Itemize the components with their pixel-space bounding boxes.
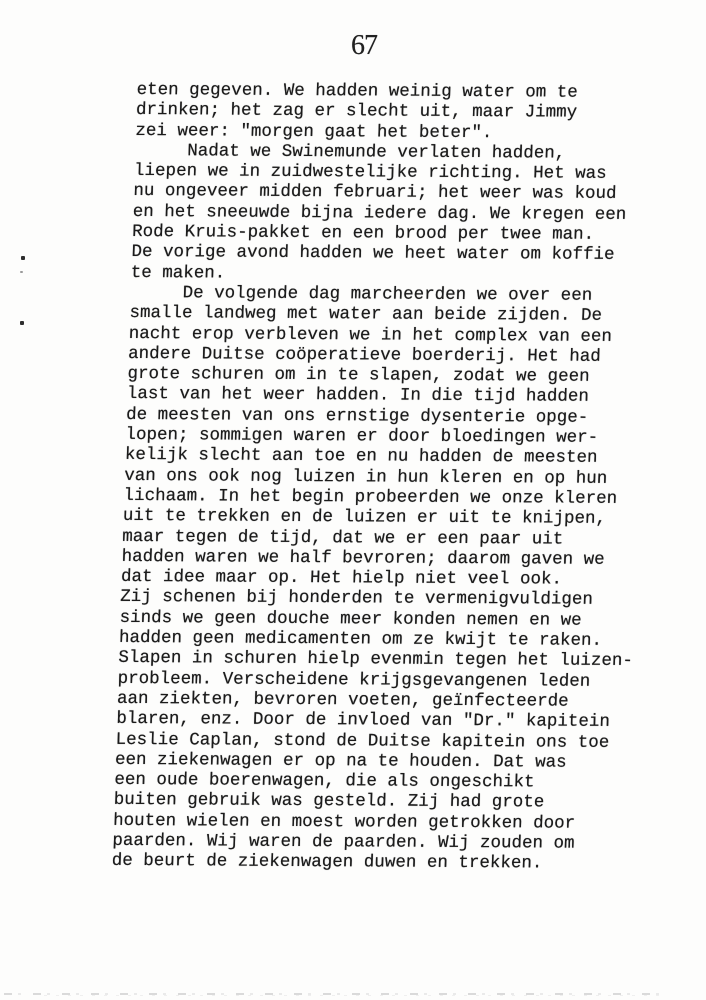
scan-speck	[20, 271, 23, 273]
scan-speck	[21, 256, 25, 260]
scanner-edge-artifact	[4, 991, 664, 996]
paragraph-march: De volgende dag marcheerden we over een smalle landweg met water aan beide zijden. De nacht erop verbleven we in het complex van een andere Duitse coöperatieve boerderij. Het had grote schuren om in te slapen, zodat we geen last van het weer hadden. In die tijd hadden de meesten van ons ernstige dysenterie opge- lopen; sommigen waren er door bloedingen wer- kelijk slecht aan toe en nu hadden de meesten van ons ook nog luizen in hun kleren en op hun lichaam. In het begin probeerden we onze kleren uit te trekken en de luizen er uit te knijpen, maar tegen de tijd, dat we er een paar uit hadden waren we half bevroren; daarom gaven we dat idee maar op. Het hielp niet veel ook. Zij schenen bij honderden te vermenigvuldigen sinds we geen douche meer konden nemen en we hadden geen medicamenten om ze kwijt te raken. Slapen in schuren hielp evenmin tegen het luizen- probleem. Verscheidene krijgsgevangenen leden aan ziekten, bevroren voeten, geïnfecteerde blaren, enz. Door de invloed van "Dr." kapitein Leslie Caplan, stond de Duitse kapitein ons toe een ziekenwagen er op na te houden. Dat was een oude boerenwagen, die als ongeschikt buiten gebruik was gesteld. Zij had grote houten wielen en moest worden getrokken door paarden. Wij waren de paarden. Wij zouden om de beurt de ziekenwagen duwen en trekken.	[111, 282, 634, 874]
page-body-text	[111, 80, 659, 875]
paragraph-swinemunde: Nadat we Swinemunde verlaten hadden, liepen we in zuidwestelijke richting. Het was nu ongeveer midden februari; het weer was koud en het sneeuwde bijna iedere dag. We kregen een Rode Kruis-pakket en een brood per twee man. De vorige avond hadden we heet water om koffie te maken.	[130, 140, 627, 284]
scan-speck	[20, 321, 24, 325]
paragraph-continuation: eten gegeven. We hadden weinig water om te drinken; het zag er slecht uit, maar Jimmy zei weer: "morgen gaat het beter".	[135, 80, 579, 143]
page-number: 67	[351, 30, 377, 61]
